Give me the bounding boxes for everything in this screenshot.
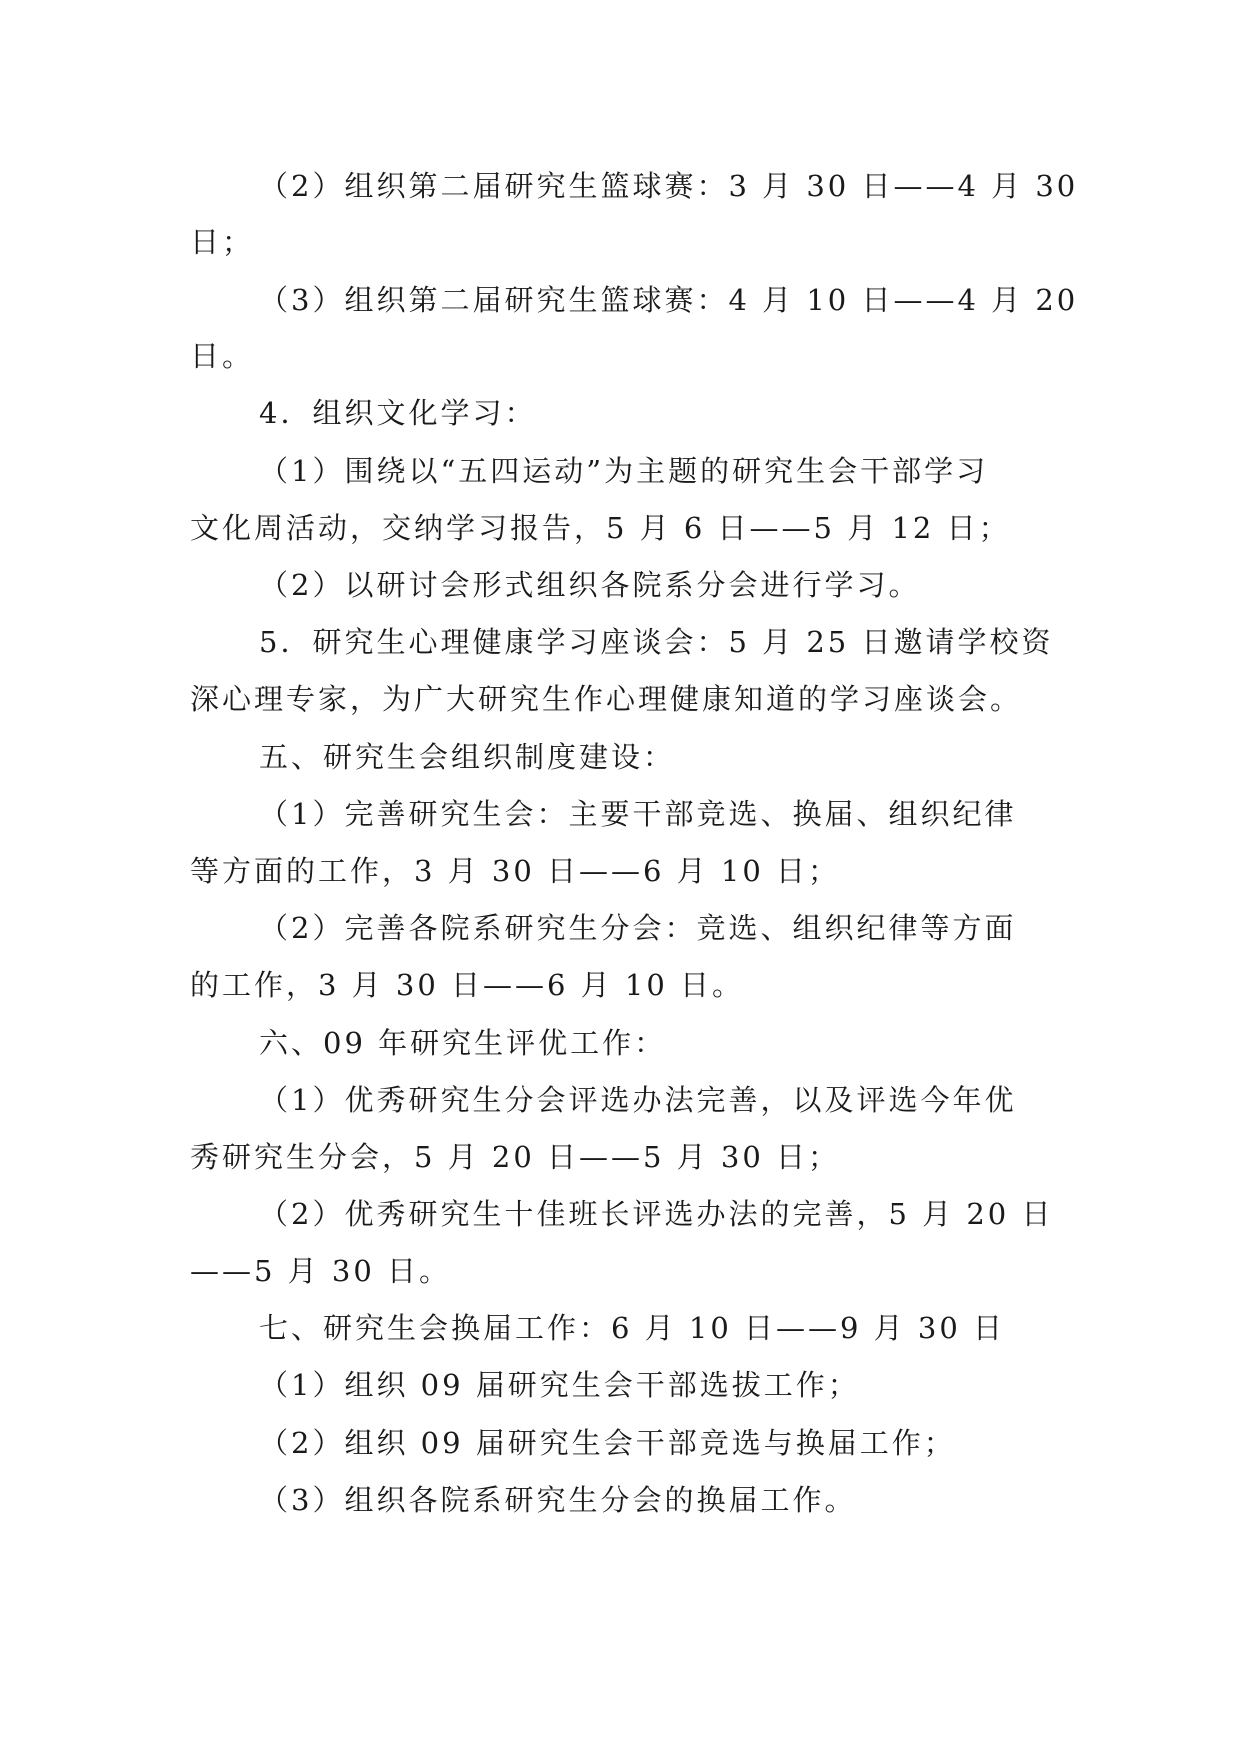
text-line: （3）组织第二届研究生篮球赛：4 月 10 日——4 月 20: [259, 283, 1079, 317]
text-line: （2）组织第二届研究生篮球赛：3 月 30 日——4 月 30: [259, 169, 1079, 203]
text-line: （2）组织 09 届研究生会干部竞选与换届工作；: [259, 1426, 956, 1460]
text-line: 4．组织文化学习：: [259, 396, 537, 430]
text-line: 深心理专家，为广大研究生作心理健康知道的学习座谈会。: [190, 682, 1023, 716]
text-line: （1）组织 09 届研究生会干部选拔工作；: [259, 1368, 860, 1402]
text-line: （2）优秀研究生十佳班长评选办法的完善，5 月 20 日: [259, 1197, 1054, 1231]
text-line: （2）完善各院系研究生分会：竞选、组织纪律等方面: [259, 911, 1017, 945]
text-line: （2）以研讨会形式组织各院系分会进行学习。: [259, 568, 921, 602]
text-line: （1）完善研究生会：主要干部竞选、换届、组织纪律: [259, 797, 1017, 831]
text-line: 六、09 年研究生评优工作：: [259, 1026, 667, 1060]
text-line: 5．研究生心理健康学习座谈会：5 月 25 日邀请学校资: [259, 625, 1054, 659]
text-line: 五、研究生会组织制度建设：: [259, 740, 676, 774]
text-line: 等方面的工作，3 月 30 日——6 月 10 日；: [190, 854, 841, 888]
text-line: 秀研究生分会，5 月 20 日——5 月 30 日；: [190, 1140, 841, 1174]
text-line: 的工作，3 月 30 日——6 月 10 日。: [190, 968, 745, 1002]
text-line: （1）围绕以“五四运动”为主题的研究生会干部学习: [259, 454, 989, 488]
text-line: 文化周活动，交纳学习报告，5 月 6 日——5 月 12 日；: [190, 511, 1011, 545]
text-line: ——5 月 30 日。: [190, 1254, 452, 1288]
text-line: 七、研究生会换届工作：6 月 10 日——9 月 30 日: [259, 1311, 1006, 1345]
text-line: 日。: [190, 339, 255, 373]
text-line: 日；: [190, 225, 255, 259]
text-line: （1）优秀研究生分会评选办法完善，以及评选今年优: [259, 1083, 1017, 1117]
text-line: （3）组织各院系研究生分会的换届工作。: [259, 1483, 857, 1517]
